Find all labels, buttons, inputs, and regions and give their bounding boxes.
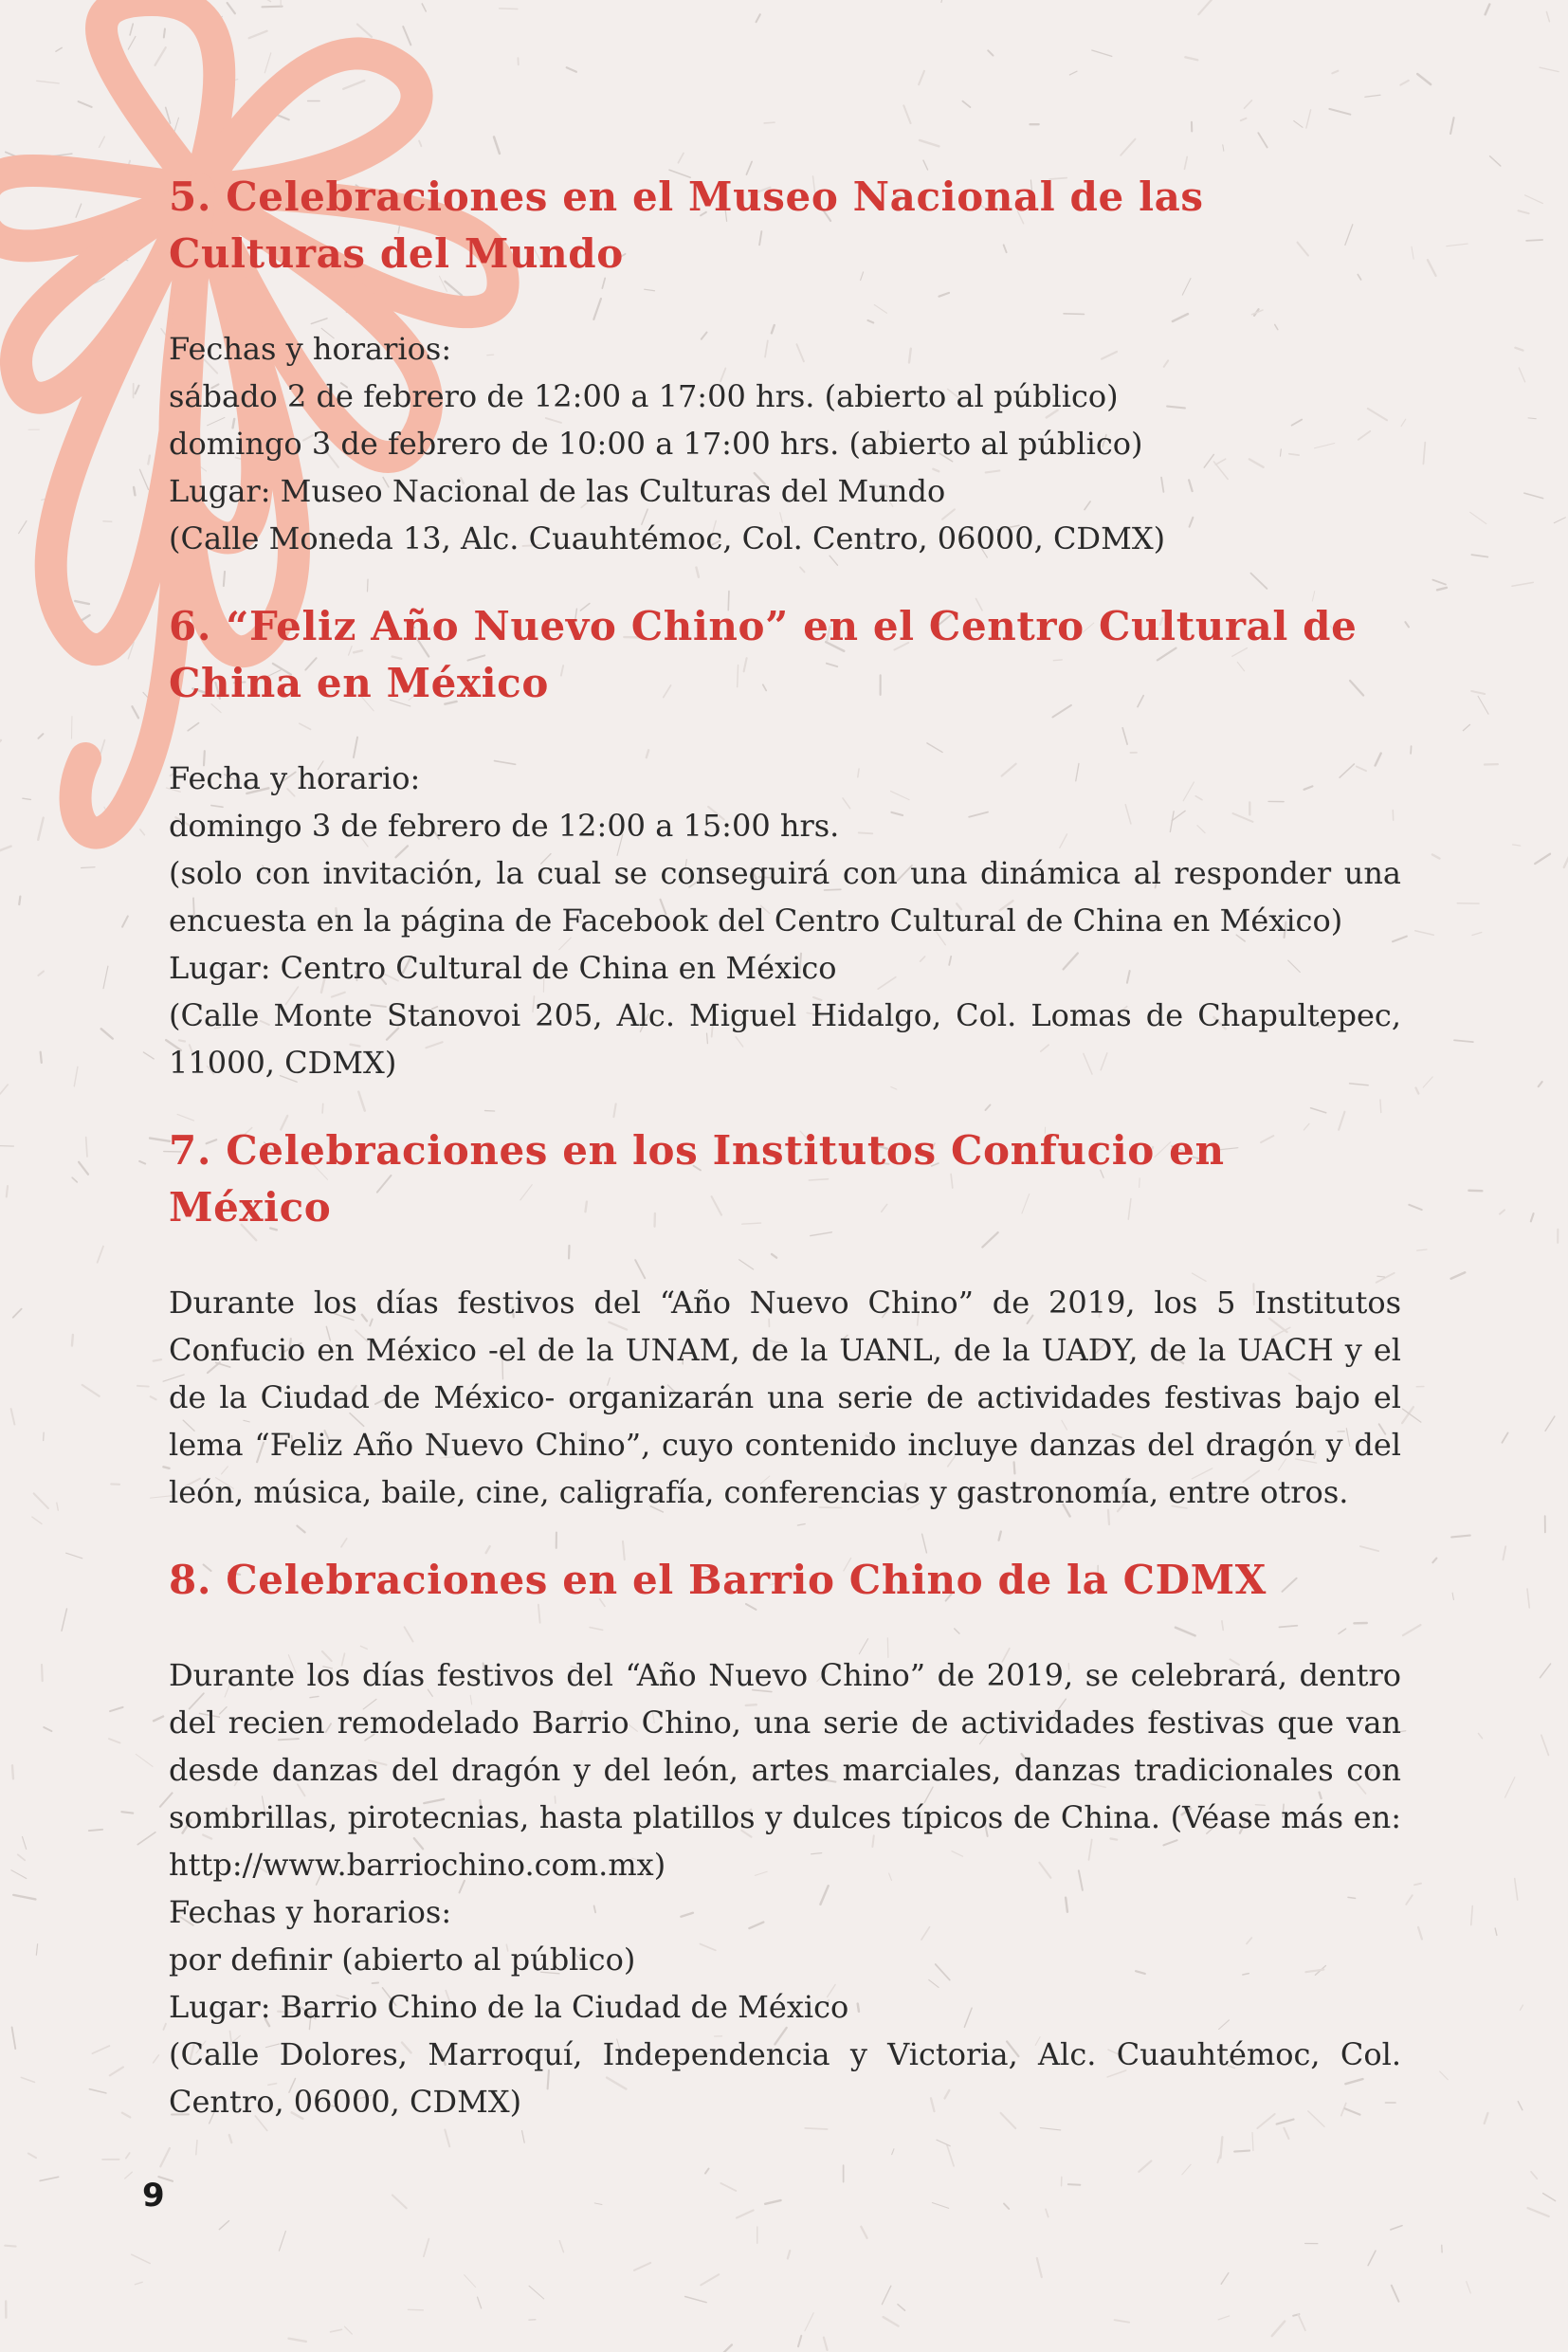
text-paragraph: Durante los días festivos del “Año Nuevo Chino” de 2019, se celebrará, dentro del recien remodelado Barrio Chino, una serie de actividades festivas que van desde danzas del dragón y del león, artes marciales, danzas tradicionales con sombrillas, pirotecnias, hasta platillos y dulces típicos de China. (Véase más en: http://www.barriochino.com.mx) [169,1657,1401,1883]
text-paragraph: (Calle Monte Stanovoi 205, Alc. Miguel Hidalgo, Col. Lomas de Chapultepec, 11000, CDMX) [169,997,1401,1081]
section-heading: 7. Celebraciones en los Institutos Confucio en México [169,1127,1225,1231]
section-body [169,1651,1401,2125]
text-line: domingo 3 de febrero de 12:00 a 15:00 hrs. [169,808,840,844]
section-body [169,755,1401,1086]
section-7 [169,1122,1401,1516]
text-line: Fechas y horarios: [169,331,452,367]
text-line: Lugar: Museo Nacional de las Culturas del Mundo [169,473,946,509]
section-heading: 6. “Feliz Año Nuevo Chino” en el Centro Cultural de China en México [169,603,1358,706]
text-line: (Calle Moneda 13, Alc. Cuauhtémoc, Col. Centro, 06000, CDMX) [169,520,1166,556]
section-5 [169,169,1401,562]
section-8 [169,1552,1401,2125]
text-line: por definir (abierto al público) [169,1942,636,1978]
section-6 [169,598,1401,1086]
section-heading: 5. Celebraciones en el Museo Nacional de las Culturas del Mundo [169,173,1204,277]
text-paragraph: (Calle Dolores, Marroquí, Independencia y Victoria, Alc. Cuauhtémoc, Col. Centro, 06000, CDMX) [169,2036,1401,2120]
section-body [169,325,1401,562]
page-number: 9 [142,2177,165,2215]
text-line: Fecha y horario: [169,760,421,796]
text-paragraph: Durante los días festivos del “Año Nuevo Chino” de 2019, los 5 Institutos Confucio en México -el de la UNAM, de la UANL, de la UADY, de la UACH y el de la Ciudad de México- organizarán una serie de actividades festivas bajo el lema “Feliz Año Nuevo Chino”, cuyo contenido incluye danzas del dragón y del león, música, baile, cine, caligrafía, conferencias y gastronomía, entre otros. [169,1285,1401,1510]
text-line: domingo 3 de febrero de 10:00 a 17:00 hrs. (abierto al público) [169,426,1143,462]
text-paragraph: (solo con invitación, la cual se conseguirá con una dinámica al responder una encuesta en la página de Facebook del Centro Cultural de China en México) [169,855,1401,939]
text-line: Lugar: Centro Cultural de China en México [169,950,837,986]
text-line: Fechas y horarios: [169,1894,452,1930]
content [169,169,1401,2161]
section-heading: 8. Celebraciones en el Barrio Chino de la CDMX [169,1557,1267,1603]
text-line: Lugar: Barrio Chino de la Ciudad de México [169,1989,849,2025]
section-body [169,1279,1401,1516]
text-line: sábado 2 de febrero de 12:00 a 17:00 hrs. (abierto al público) [169,378,1119,414]
